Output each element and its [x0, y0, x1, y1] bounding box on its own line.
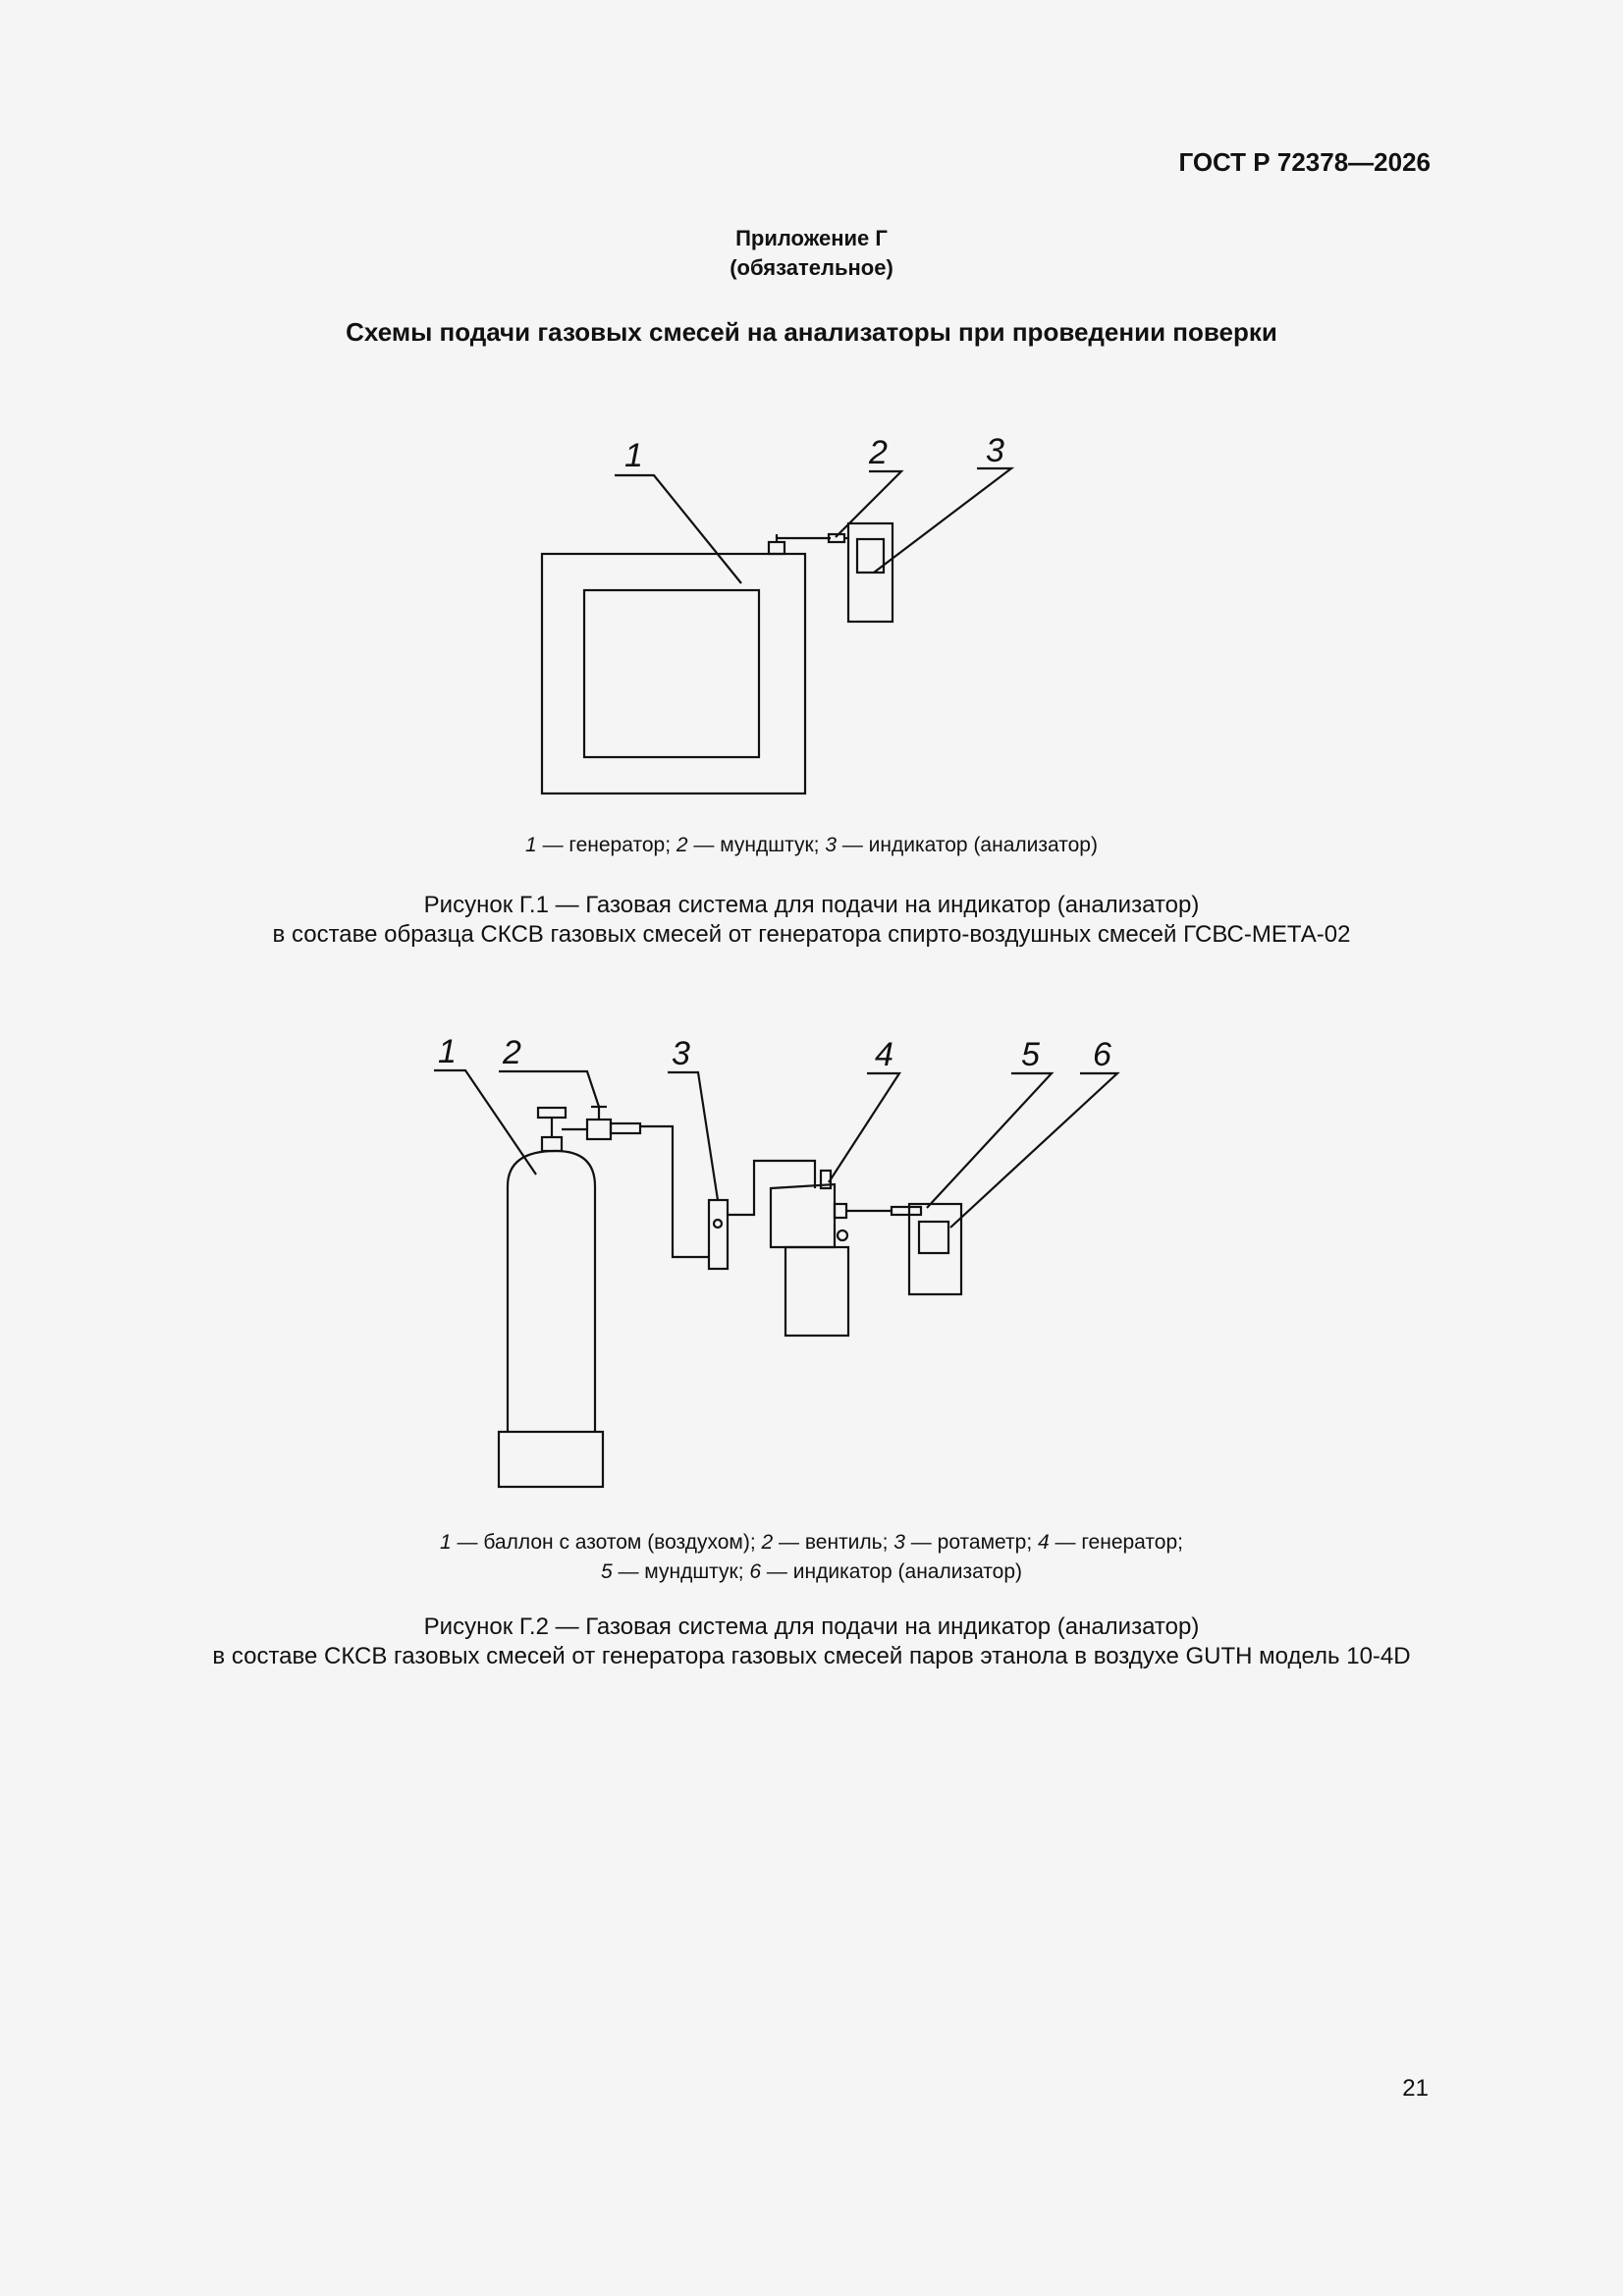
caption-line: в составе СКСВ газовых смесей от генератора газовых смесей паров этанола в воздухе GUTH модель 10-4D — [212, 1643, 1411, 1669]
figure-1-diagram — [530, 422, 1041, 815]
legend-num: 4 — [1037, 1531, 1050, 1554]
indicator-screen — [919, 1222, 948, 1253]
generator-head — [771, 1184, 835, 1247]
label-3: 3 — [986, 432, 1004, 469]
legend-num: 3 — [893, 1531, 905, 1554]
legend-text: — генератор; — [1049, 1531, 1183, 1554]
appendix-title: Приложение Г — [735, 226, 888, 250]
caption-line: в составе образца СКСВ газовых смесей от генератора спирто-воздушных смесей ГСВС-МЕТА-02 — [272, 921, 1351, 948]
generator-inner — [584, 590, 759, 757]
document-code: ГОСТ Р 72378—2026 — [1178, 147, 1431, 177]
legend-num: 5 — [600, 1560, 613, 1583]
rotameter — [709, 1200, 728, 1269]
label-2: 2 — [869, 434, 888, 471]
generator-body — [785, 1247, 848, 1336]
legend-text: — мундштук; — [687, 834, 826, 856]
legend-text: — ротаметр; — [904, 1531, 1038, 1554]
label-6: 6 — [1093, 1036, 1111, 1073]
legend-num: 3 — [825, 834, 838, 856]
label-5: 5 — [1021, 1036, 1040, 1073]
figure-2-diagram — [412, 1021, 1159, 1493]
legend-num: 1 — [525, 834, 537, 856]
legend-num: 2 — [761, 1531, 774, 1554]
caption-line: Рисунок Г.1 — Газовая система для подачи на индикатор (анализатор) — [423, 892, 1200, 918]
label-1: 1 — [624, 437, 643, 474]
legend-line — [0, 1558, 1623, 1587]
legend-text: — индикатор (анализатор) — [837, 834, 1098, 856]
figure-2-legend — [0, 1528, 1623, 1587]
label-2: 2 — [503, 1034, 521, 1071]
label-3: 3 — [672, 1035, 690, 1072]
page-number: 21 — [1402, 2075, 1429, 2102]
section-title: Схемы подачи газовых смесей на анализаторы при проведении поверки — [346, 317, 1277, 347]
valve — [587, 1120, 611, 1139]
legend-text: — мундштук; — [612, 1560, 750, 1583]
legend-num: 2 — [676, 834, 688, 856]
legend-text: — вентиль; — [773, 1531, 894, 1554]
label-1: 1 — [438, 1033, 457, 1070]
caption-line: Рисунок Г.2 — Газовая система для подачи на индикатор (анализатор) — [423, 1613, 1200, 1640]
gas-cylinder — [508, 1151, 595, 1432]
figure-2-caption — [0, 1613, 1623, 1671]
label-4: 4 — [875, 1036, 893, 1073]
appendix-status: (обязательное) — [730, 255, 893, 280]
mouthpiece — [892, 1207, 921, 1215]
figure-1-caption — [0, 891, 1623, 950]
indicator-body — [909, 1204, 961, 1294]
legend-line — [0, 1528, 1623, 1558]
figure-1-legend — [0, 831, 1623, 860]
legend-num: 6 — [749, 1560, 762, 1583]
legend-text: — индикатор (анализатор) — [761, 1560, 1023, 1583]
appendix-heading — [0, 224, 1623, 283]
legend-text: — генератор; — [536, 834, 676, 856]
cylinder-base — [499, 1432, 603, 1487]
legend-num: 1 — [440, 1531, 452, 1554]
legend-text: — баллон с азотом (воздухом); — [451, 1531, 762, 1554]
